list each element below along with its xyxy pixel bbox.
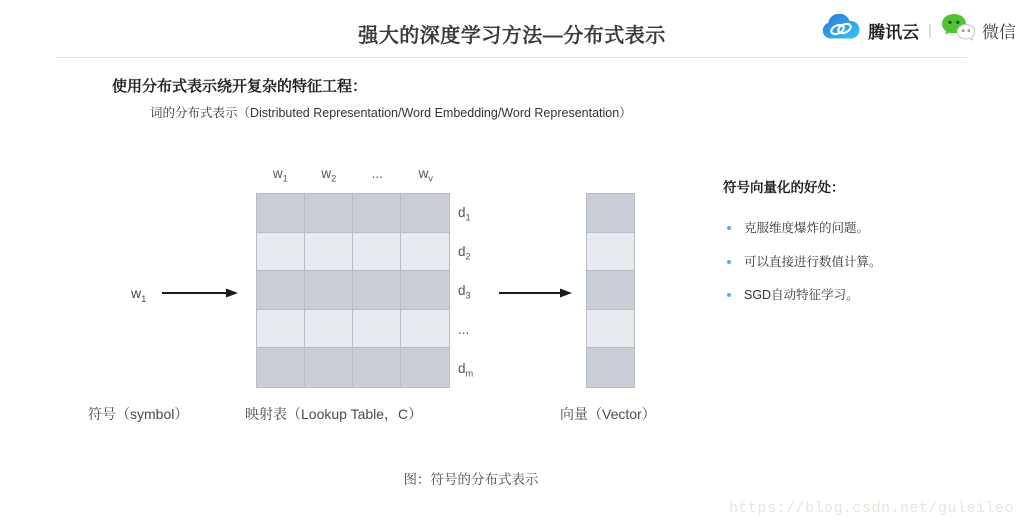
lookup-table-cell bbox=[401, 348, 449, 387]
page-title: 强大的深度学习方法—分布式表示 bbox=[358, 25, 666, 47]
lookup-table-grid bbox=[256, 193, 450, 388]
column-headers bbox=[256, 166, 450, 184]
symbol-caption: 符号（symbol） bbox=[88, 406, 189, 422]
lookup-table-cell bbox=[353, 271, 401, 310]
benefits-list bbox=[723, 218, 973, 303]
benefit-text: SGD自动特征学习。 bbox=[744, 288, 859, 302]
lookup-table-cell bbox=[257, 348, 305, 387]
row-labels bbox=[458, 193, 473, 388]
vector-caption: 向量（Vector） bbox=[560, 406, 656, 422]
row-label: $d_2$ bbox=[458, 244, 471, 262]
watermark-url: https://blog.csdn.net/guleileo bbox=[728, 500, 1014, 517]
benefit-text: 可以直接进行数值计算。 bbox=[744, 254, 882, 269]
benefit-item bbox=[723, 218, 973, 236]
row-label: $d_m$ bbox=[458, 361, 474, 379]
lookup-table-cell bbox=[353, 194, 401, 233]
benefits-heading: 符号向量化的好处： bbox=[723, 180, 845, 195]
row-label: $d_3$ bbox=[458, 283, 471, 301]
vector-cell bbox=[587, 310, 634, 349]
benefit-text: 克服维度爆炸的问题。 bbox=[744, 221, 870, 235]
figure-caption: 图：符号的分布式表示 bbox=[403, 472, 539, 487]
column-header: $w_2$ bbox=[321, 166, 337, 184]
column-header: $w_1$ bbox=[272, 166, 288, 184]
lookup-table-caption: 映射表（Lookup Table，C） bbox=[245, 406, 423, 422]
lookup-table-cell bbox=[257, 194, 305, 233]
benefits-panel bbox=[723, 176, 973, 319]
lookup-table-cell bbox=[305, 310, 353, 349]
section-heading: 使用分布式表示绕开复杂的特征工程： bbox=[112, 78, 368, 95]
lookup-table-cell bbox=[353, 348, 401, 387]
lookup-table-cell bbox=[401, 310, 449, 349]
lookup-table-cell bbox=[353, 310, 401, 349]
vector-column bbox=[586, 193, 635, 388]
vector-cell bbox=[587, 233, 634, 272]
lookup-table-cell bbox=[305, 233, 353, 272]
lookup-table-cell bbox=[401, 271, 449, 310]
table-to-vector-arrow bbox=[499, 286, 572, 305]
row-label: ... bbox=[458, 322, 470, 337]
column-header: ... bbox=[371, 166, 383, 181]
benefit-item bbox=[723, 285, 973, 303]
lookup-table-cell bbox=[401, 233, 449, 272]
lookup-table-cell bbox=[401, 194, 449, 233]
vector-cell bbox=[587, 271, 634, 310]
tencent-cloud-icon bbox=[821, 14, 861, 47]
input-symbol-label: $w_1$ bbox=[131, 285, 147, 305]
row-label: $d_1$ bbox=[458, 205, 471, 223]
bullet-icon bbox=[727, 226, 731, 230]
lookup-table-cell bbox=[305, 194, 353, 233]
bullet-icon bbox=[727, 293, 731, 297]
vector-cell bbox=[587, 348, 634, 387]
bullet-icon bbox=[727, 260, 731, 264]
column-header: $w_v$ bbox=[418, 166, 433, 184]
lookup-table-cell bbox=[305, 271, 353, 310]
vector-cell bbox=[587, 194, 634, 233]
lookup-table-cell bbox=[257, 271, 305, 310]
lookup-table-cell bbox=[257, 310, 305, 349]
tencent-cloud-label: 腾讯云 bbox=[868, 22, 920, 42]
brand-logos bbox=[821, 13, 1016, 47]
brand-separator: | bbox=[928, 21, 932, 39]
symbol-to-table-arrow bbox=[162, 286, 238, 305]
wechat-label: 微信 bbox=[982, 22, 1016, 42]
lookup-table-cell bbox=[257, 233, 305, 272]
lookup-table-cell bbox=[305, 348, 353, 387]
benefit-item bbox=[723, 252, 973, 270]
section-subheading: 词的分布式表示（Distributed Representation/Word Embedding/Word Representation） bbox=[150, 106, 632, 120]
lookup-table-cell bbox=[353, 233, 401, 272]
wechat-icon bbox=[941, 13, 975, 47]
header-divider bbox=[55, 57, 967, 58]
